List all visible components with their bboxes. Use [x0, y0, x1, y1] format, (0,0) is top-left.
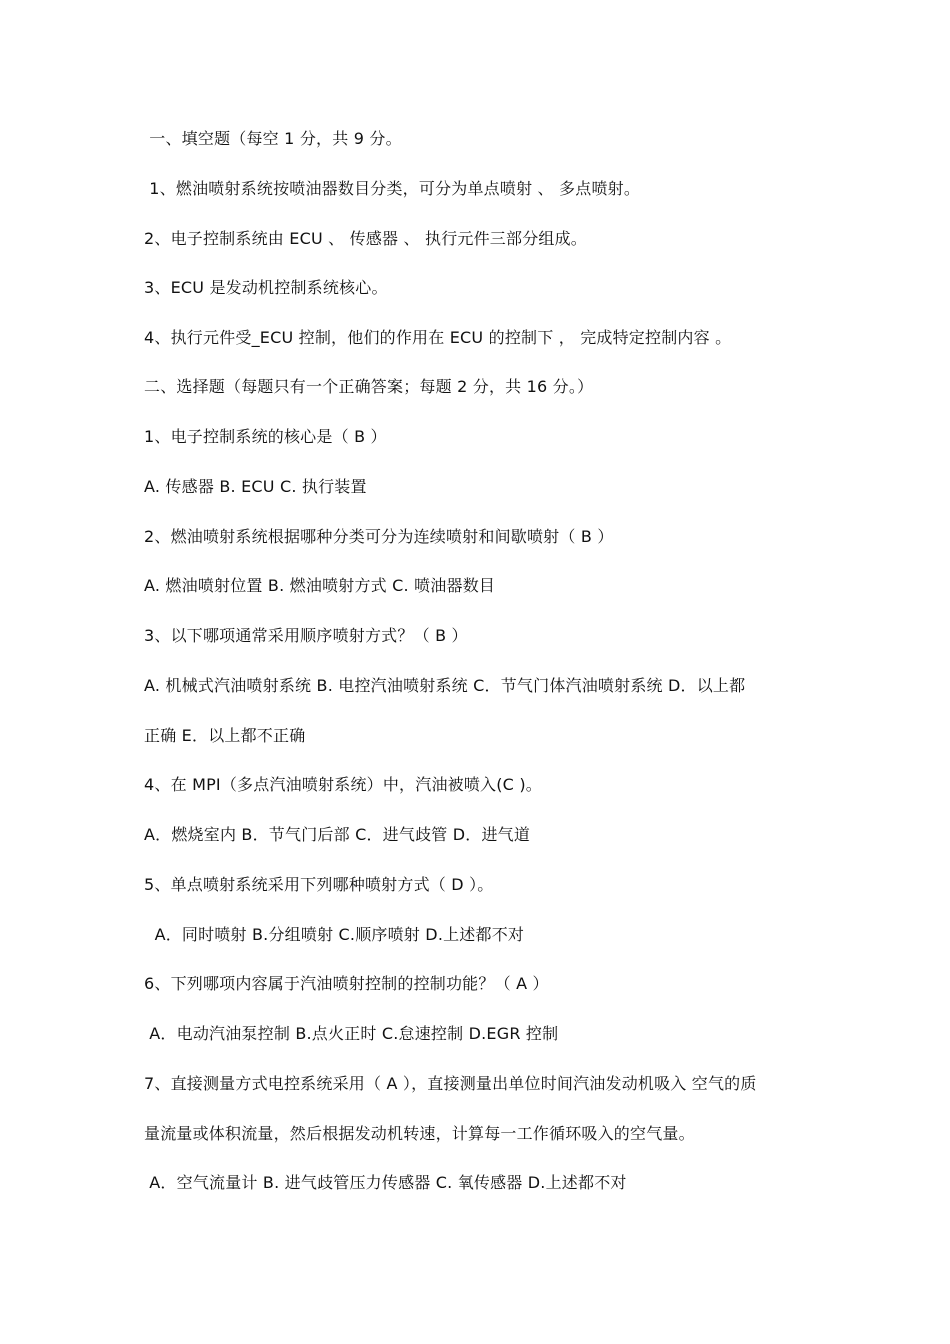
- fill-question-1: 1、燃油喷射系统按喷油器数目分类，可分为单点喷射 、 多点喷射。: [144, 179, 641, 198]
- choice-question-5: 5、单点喷射系统采用下列哪种喷射方式（ D ）。: [144, 875, 494, 894]
- choice-question-3-options: A. 机械式汽油喷射系统 B. 电控汽油喷射系统 C．节气门体汽油喷射系统 D．以上都: [144, 676, 746, 695]
- choice-question-7-options: A．空气流量计 B. 进气歧管压力传感器 C. 氧传感器 D.上述都不对: [144, 1173, 627, 1192]
- choice-question-4: 4、在 MPI（多点汽油喷射系统）中，汽油被喷入(C )。: [144, 775, 542, 794]
- choice-question-7-cont: 量流量或体积流量，然后根据发动机转速，计算每一工作循环吸入的空气量。: [144, 1124, 695, 1143]
- choice-question-6-options: A．电动汽油泵控制 B.点火正时 C.怠速控制 D.EGR 控制: [144, 1024, 559, 1043]
- choice-question-2: 2、燃油喷射系统根据哪种分类可分为连续喷射和间歇喷射（ B ）: [144, 527, 614, 546]
- choice-question-2-options: A. 燃油喷射位置 B. 燃油喷射方式 C. 喷油器数目: [144, 576, 496, 595]
- choice-question-4-options: A．燃烧室内 B．节气门后部 C．进气歧管 D．进气道: [144, 825, 531, 844]
- fill-question-3: 3、ECU 是发动机控制系统核心。: [144, 278, 388, 297]
- choice-question-7: 7、直接测量方式电控系统采用（ A ），直接测量出单位时间汽油发动机吸入 空气的质: [144, 1074, 757, 1093]
- fill-question-2: 2、电子控制系统由 ECU 、 传感器 、 执行元件三部分组成。: [144, 229, 588, 248]
- choice-question-1-options: A. 传感器 B. ECU C. 执行装置: [144, 477, 367, 496]
- choice-question-5-options: A．同时喷射 B.分组喷射 C.顺序喷射 D.上述都不对: [144, 925, 525, 944]
- fill-question-4: 4、执行元件受_ECU 控制，他们的作用在 ECU 的控制下 ， 完成特定控制内容 。: [144, 328, 732, 347]
- section-1-heading: 一、填空题（每空 1 分，共 9 分。: [144, 129, 402, 148]
- choice-question-1: 1、电子控制系统的核心是（ B ）: [144, 427, 387, 446]
- choice-question-3-options-cont: 正确 E．以上都不正确: [144, 726, 306, 745]
- choice-question-6: 6、下列哪项内容属于汽油喷射控制的控制功能？（ A ）: [144, 974, 549, 993]
- section-2-heading: 二、选择题（每题只有一个正确答案；每题 2 分，共 16 分。）: [144, 377, 594, 396]
- choice-question-3: 3、以下哪项通常采用顺序喷射方式？（ B ）: [144, 626, 468, 645]
